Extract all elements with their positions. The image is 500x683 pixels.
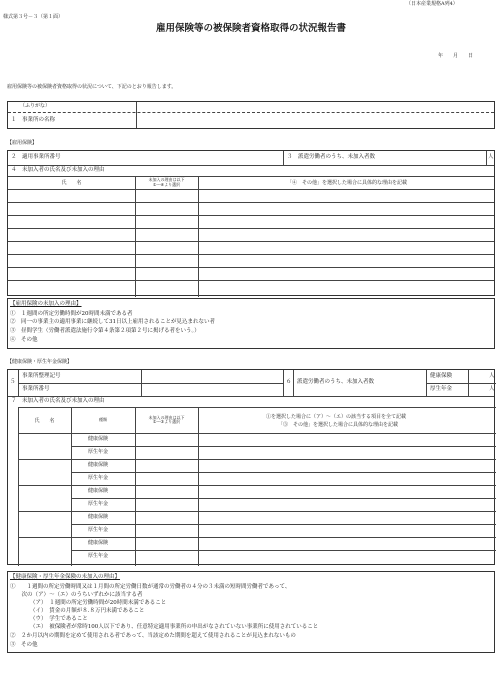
kenpo-row-kind: 厚生年金 <box>88 527 109 533</box>
koyo-reason-3: ③ 昼間学生（労働者派遣法施行令第４条第２項第２号に掲げる者をいう。） <box>10 328 200 334</box>
kenpo-reason-i: （イ） 賃金の月額が８.８万円未満であること <box>30 608 145 614</box>
form-number: 様式第３号－３（第１面） <box>3 14 64 20</box>
office-code-label: 事業所整理記号 <box>22 373 61 379</box>
office-no-label: 事業所番号 <box>22 386 50 392</box>
col-name-header: 氏 名 <box>61 180 82 186</box>
establishment-name-box <box>7 101 495 129</box>
kenpo-row-kind: 厚生年金 <box>88 501 109 507</box>
dispatch-uninsured-count-field[interactable] <box>398 152 483 164</box>
kenpo-reason-e: （エ） 被保険者が常時100人以下であり、任意特定適用事業所の申出がなされていない事業所に使用されていること <box>30 624 319 630</box>
kosei-unit: 人 <box>489 386 495 392</box>
kenpo-header: 【健康保険・厚生年金保険】 <box>7 359 73 365</box>
koyo-reason-2: ② 同一の事業主の適用事業に継続して31日以上雇用されることが見込まれない者 <box>10 319 216 325</box>
kenpo-reason-2: ② ２か月以内の期間を定めて使用される者であって、当該定めた期間を超えて使用されることが見込まれないもの <box>10 633 296 639</box>
koyo-header: 【雇用保険】 <box>7 140 38 146</box>
kenko-count-field[interactable] <box>470 371 488 382</box>
office-number-field[interactable] <box>138 152 278 164</box>
kenpo-reason-a: （ア） １週間の所定労働時間が20時間未満であること <box>30 600 167 606</box>
kenpo-reasons-header: 【健康保険・厚生年金保険の未加入の理由】 <box>10 574 121 580</box>
kenpo-row-kind: 厚生年金 <box>88 449 109 455</box>
koyo-reasons-box <box>7 298 495 349</box>
kenpo-col-kind-header: 種類 <box>99 417 107 422</box>
office-no-field[interactable] <box>143 384 281 395</box>
kenko-unit: 人 <box>489 373 495 379</box>
paper-size-note: （日本産業規格A列4） <box>406 1 458 7</box>
kenpo-table <box>7 369 495 565</box>
kosei-label: 厚生年金 <box>430 386 453 392</box>
kenpo-dispatch-uninsured-label: ６ 派遣労働者のうち、未加入者数 <box>286 379 375 385</box>
koyo-reason-4: ④ その他 <box>10 337 38 343</box>
kenpo-col-reason-text-header-1: ①を選択した場合に（ア）～（エ）の該当する項目を全て記載 <box>266 414 407 420</box>
furigana-field[interactable] <box>138 103 493 111</box>
kenpo-reason-u: （ウ） 学生であること <box>30 616 88 622</box>
office-number-label: ２ 適用事業所番号 <box>11 154 61 160</box>
col-reason-text-header: 「④ その他」を選択した場合に具体的な理由を記載 <box>286 180 407 186</box>
page-title: 雇用保険等の被保険者資格取得の状況報告書 <box>156 23 347 34</box>
item5-number: ５ <box>10 379 16 385</box>
kenpo-reason-1: ① １週間の所定労働時間又は１月間の所定労働日数が通常の労働者の４分の３未満の短時間労働者であって、 <box>10 584 291 590</box>
establishment-name-label: １ 事業所の名称 <box>11 117 56 123</box>
kenpo-col-reason-select-header: 未加入の理由は以下 ①～③より選択 <box>148 414 185 424</box>
koyo-reason-1: ① １週間の所定労働時間が20時間未満である者 <box>10 311 133 317</box>
kosei-count-field[interactable] <box>470 384 488 395</box>
col-reason-select-header: 未加入の理由は以下 ①～④より選択 <box>148 177 185 187</box>
kenpo-reasons-box <box>7 571 495 653</box>
kenpo-col-name-header: 氏 名 <box>34 417 55 424</box>
uninsured-list-label: ４ 未加入者の氏名及び未加入の理由 <box>11 167 105 173</box>
kenpo-reason-3: ③ その他 <box>10 642 38 648</box>
unit-label: 人 <box>488 154 494 160</box>
kenpo-row-kind: 健康保険 <box>88 488 109 494</box>
koyo-table <box>7 150 495 296</box>
kenpo-row-kind: 健康保険 <box>88 462 109 468</box>
kenpo-uninsured-list-label: ７ 未加入者の氏名及び未加入の理由 <box>11 398 105 404</box>
kenpo-row-kind: 健康保険 <box>88 514 109 520</box>
koyo-entry-rows[interactable] <box>8 189 496 297</box>
kenpo-col-reason-text-header-2: 「③ その他」を選択した場合に具体的な理由を記載 <box>278 422 399 428</box>
office-code-field[interactable] <box>143 371 281 382</box>
dispatch-uninsured-label: ３ 派遣労働者のうち、未加入者数 <box>287 154 376 160</box>
kenpo-reason-1-sub: 次の（ア）～（エ）のうちいずれかに該当する者 <box>16 592 143 598</box>
kenpo-entry-rows[interactable] <box>136 434 496 565</box>
kenpo-row-kind: 厚生年金 <box>88 553 109 559</box>
intro-text: 雇用保険等の被保険者資格取得の状況について、下記のとおり報告します。 <box>7 84 177 90</box>
kenpo-row-kind: 健康保険 <box>88 540 109 546</box>
kenpo-row-kind: 健康保険 <box>88 436 109 442</box>
koyo-reasons-header: 【雇用保険の未加入の理由】 <box>10 301 82 307</box>
kenpo-row-kind: 厚生年金 <box>88 475 109 481</box>
establishment-name-field[interactable] <box>138 114 493 128</box>
kenko-label: 健康保険 <box>430 373 453 379</box>
furigana-label: （ふりがな） <box>20 103 51 109</box>
date-label: 年 月 日 <box>438 53 474 59</box>
